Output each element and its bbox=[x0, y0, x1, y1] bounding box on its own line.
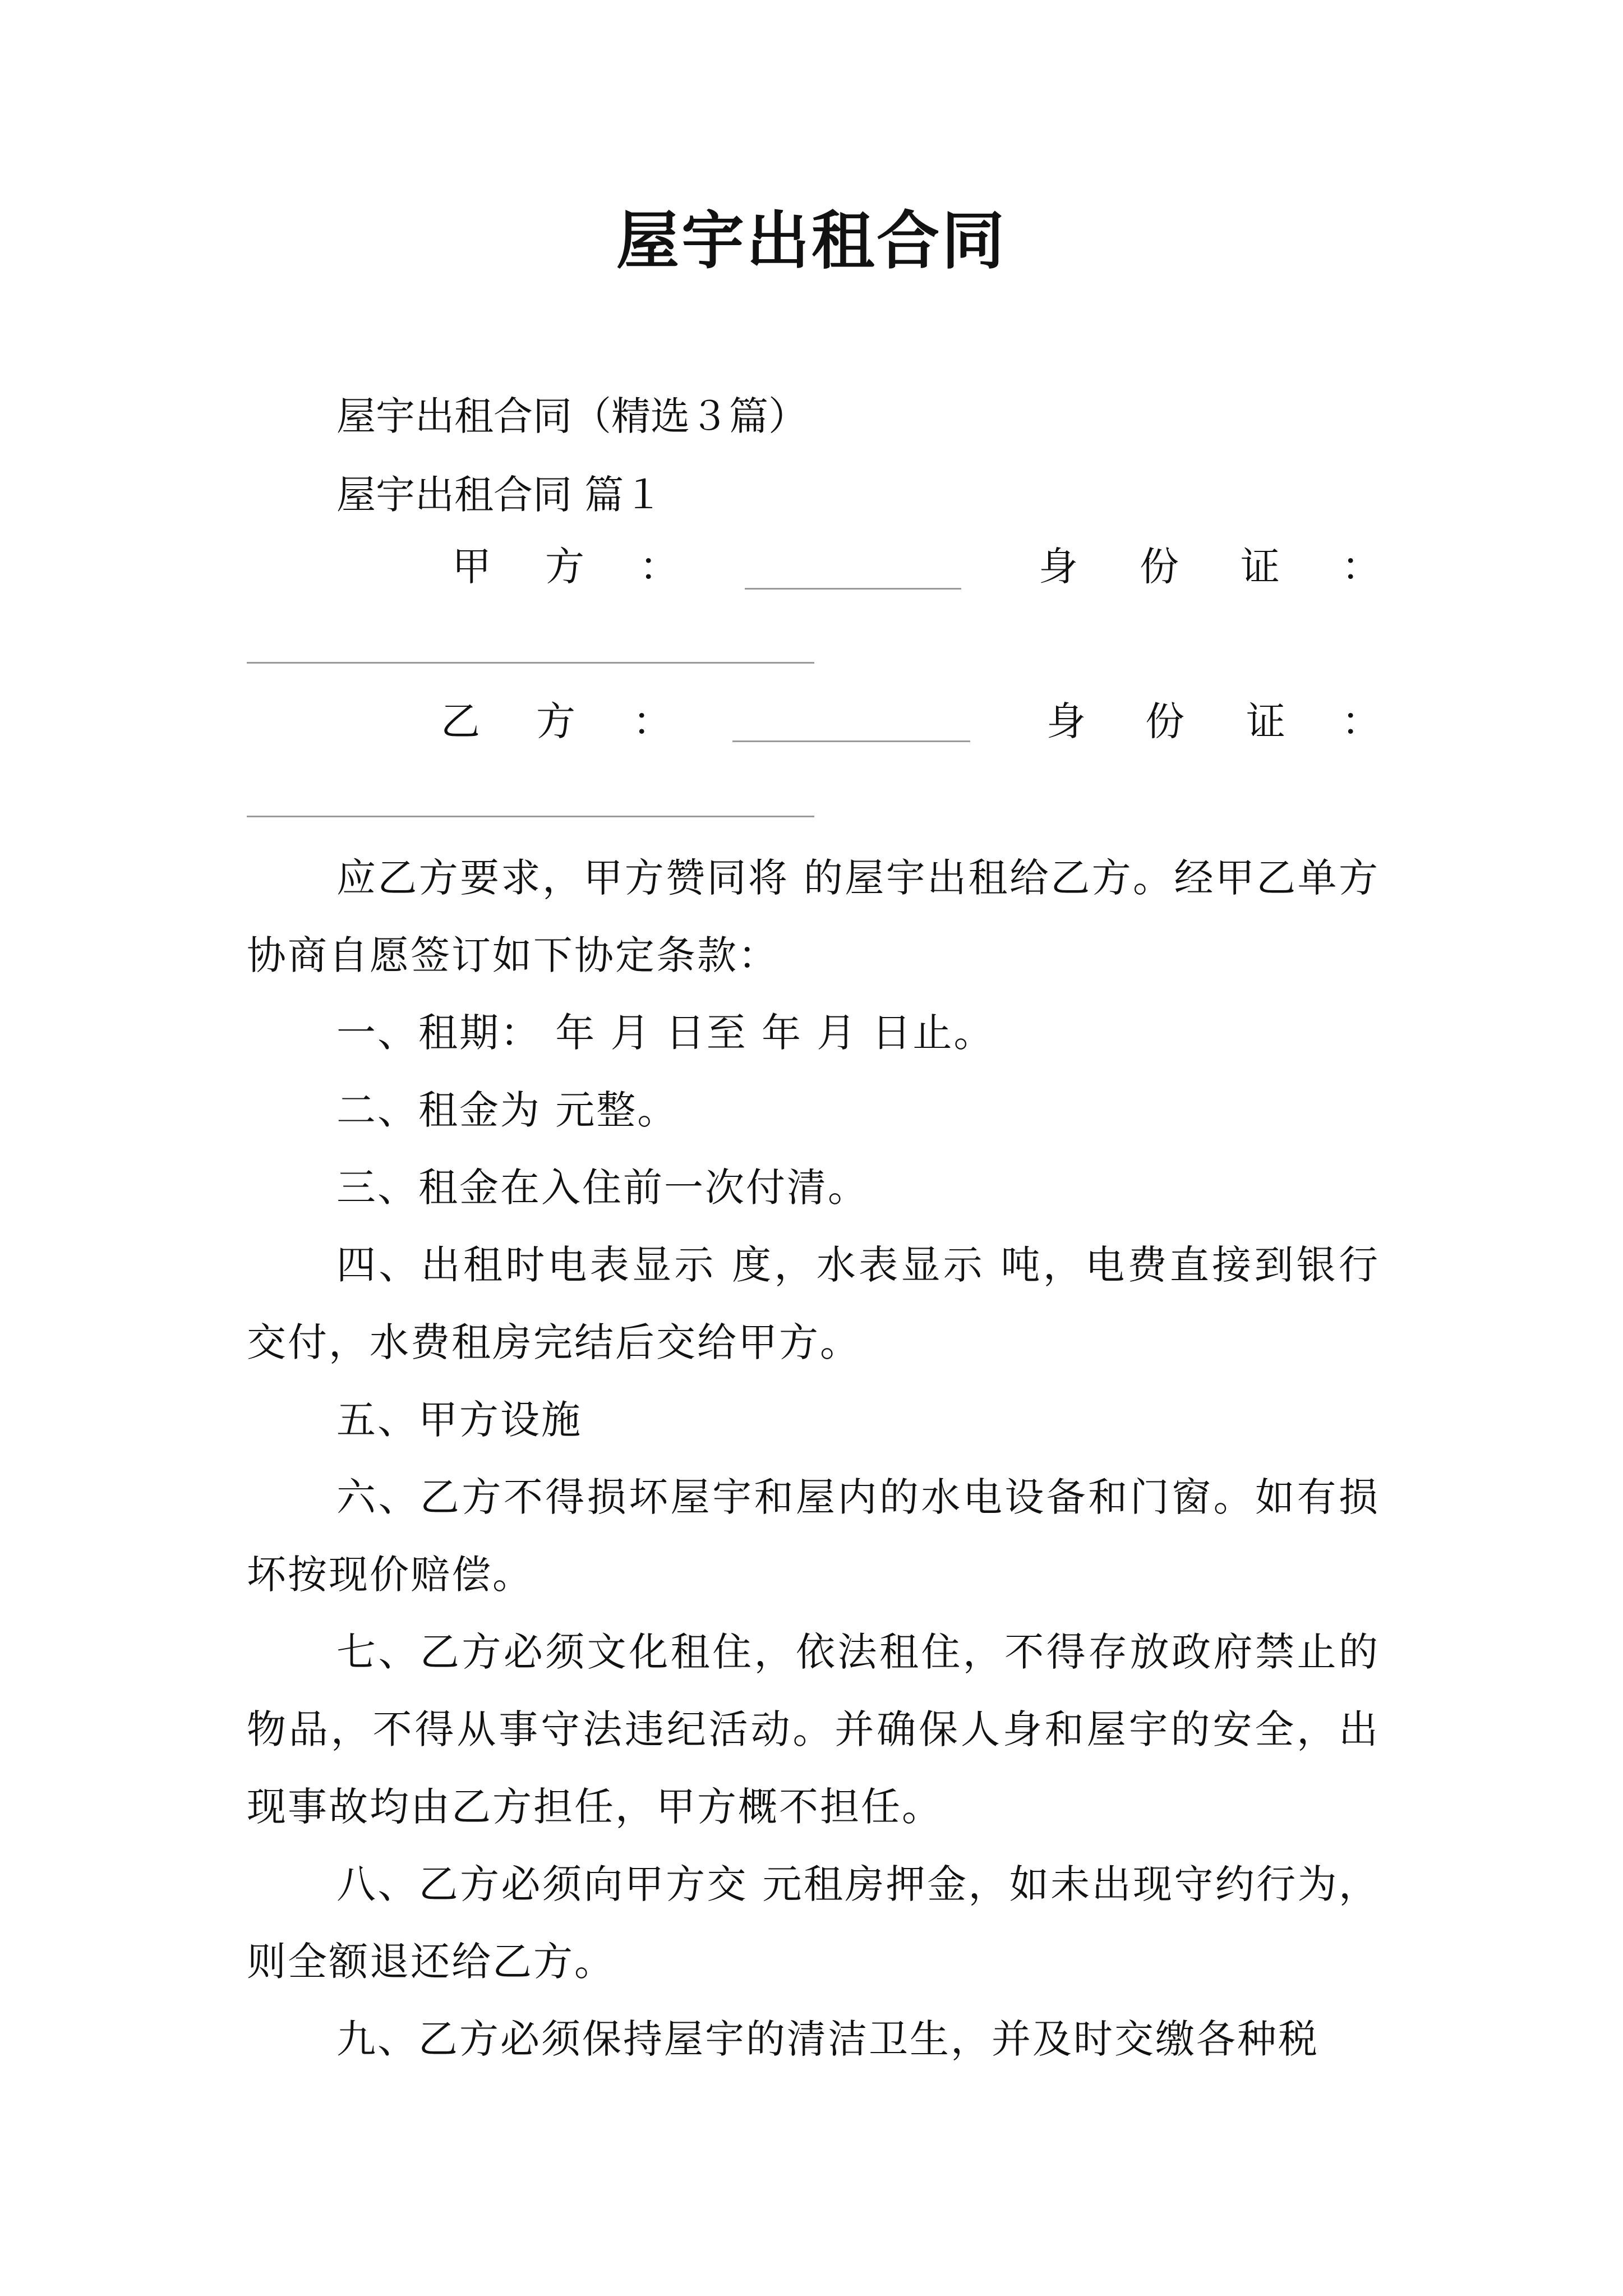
party-b-id-label-char: 身 bbox=[1046, 698, 1086, 744]
contract-clause: 二、租金为 元整。 bbox=[336, 1087, 679, 1133]
contract-clause: 六、乙方不得损坏屋宇和屋内的水电设备和门窗。如有损坏按现价赔偿。 bbox=[247, 1474, 1380, 1598]
party-b-name-blank bbox=[732, 740, 970, 742]
party-b-id-colon: ： bbox=[1341, 698, 1381, 744]
contract-clause: 五、甲方设施 bbox=[336, 1397, 582, 1443]
party-a-id-colon: ： bbox=[1341, 544, 1381, 590]
party-b-label-char: 方 bbox=[536, 698, 575, 744]
party-a-label-char: 方 bbox=[545, 544, 584, 590]
party-a-colon: ： bbox=[639, 544, 679, 590]
contract-clause: 四、出租时电表显示 度，水表显示 吨，电费直接到银行交付，水费租房完结后交给甲方。 bbox=[247, 1242, 1380, 1365]
contract-clause: 八、乙方必须向甲方交 元租房押金，如未出现守约行为，则全额退还给乙方。 bbox=[247, 1861, 1380, 1985]
document-title: 屋宇出租合同 bbox=[616, 204, 1007, 278]
party-b-id-blank bbox=[247, 816, 814, 817]
party-b-label-char: 乙 bbox=[441, 698, 480, 744]
contract-clause: 九、乙方必须保持屋宇的清洁卫生，并及时交缴各种税 bbox=[336, 2016, 1319, 2062]
contract-clause: 一、租期： 年 月 日至 年 月 日止。 bbox=[336, 1010, 995, 1056]
party-a-id-label-char: 份 bbox=[1140, 544, 1179, 590]
contract-clause: 七、乙方必须文化租住，依法租住，不得存放政府禁止的物品，不得从事守法违纪活动。并确保人身和屋宇的安全，出现事故均由乙方担任，甲方概不担任。 bbox=[247, 1629, 1380, 1830]
party-a-name-blank bbox=[745, 588, 961, 590]
party-a-id-label-char: 证 bbox=[1241, 544, 1280, 590]
section-heading: 屋宇出租合同 篇１ bbox=[336, 472, 663, 518]
contract-clause: 三、租金在入住前一次付清。 bbox=[336, 1165, 869, 1211]
document-subtitle: 屋宇出租合同（精选３篇） bbox=[336, 393, 808, 439]
party-b-id-label-char: 证 bbox=[1246, 698, 1285, 744]
party-b-id-label-char: 份 bbox=[1145, 698, 1184, 744]
party-a-id-blank bbox=[247, 662, 814, 664]
party-a-id-label-char: 身 bbox=[1039, 544, 1078, 590]
party-b-colon: ： bbox=[633, 698, 672, 744]
party-a-label-char: 甲 bbox=[452, 544, 491, 590]
contract-paragraph: 应乙方要求，甲方赞同将 的屋宇出租给乙方。经甲乙单方协商自愿签订如下协定条款： bbox=[247, 855, 1380, 978]
